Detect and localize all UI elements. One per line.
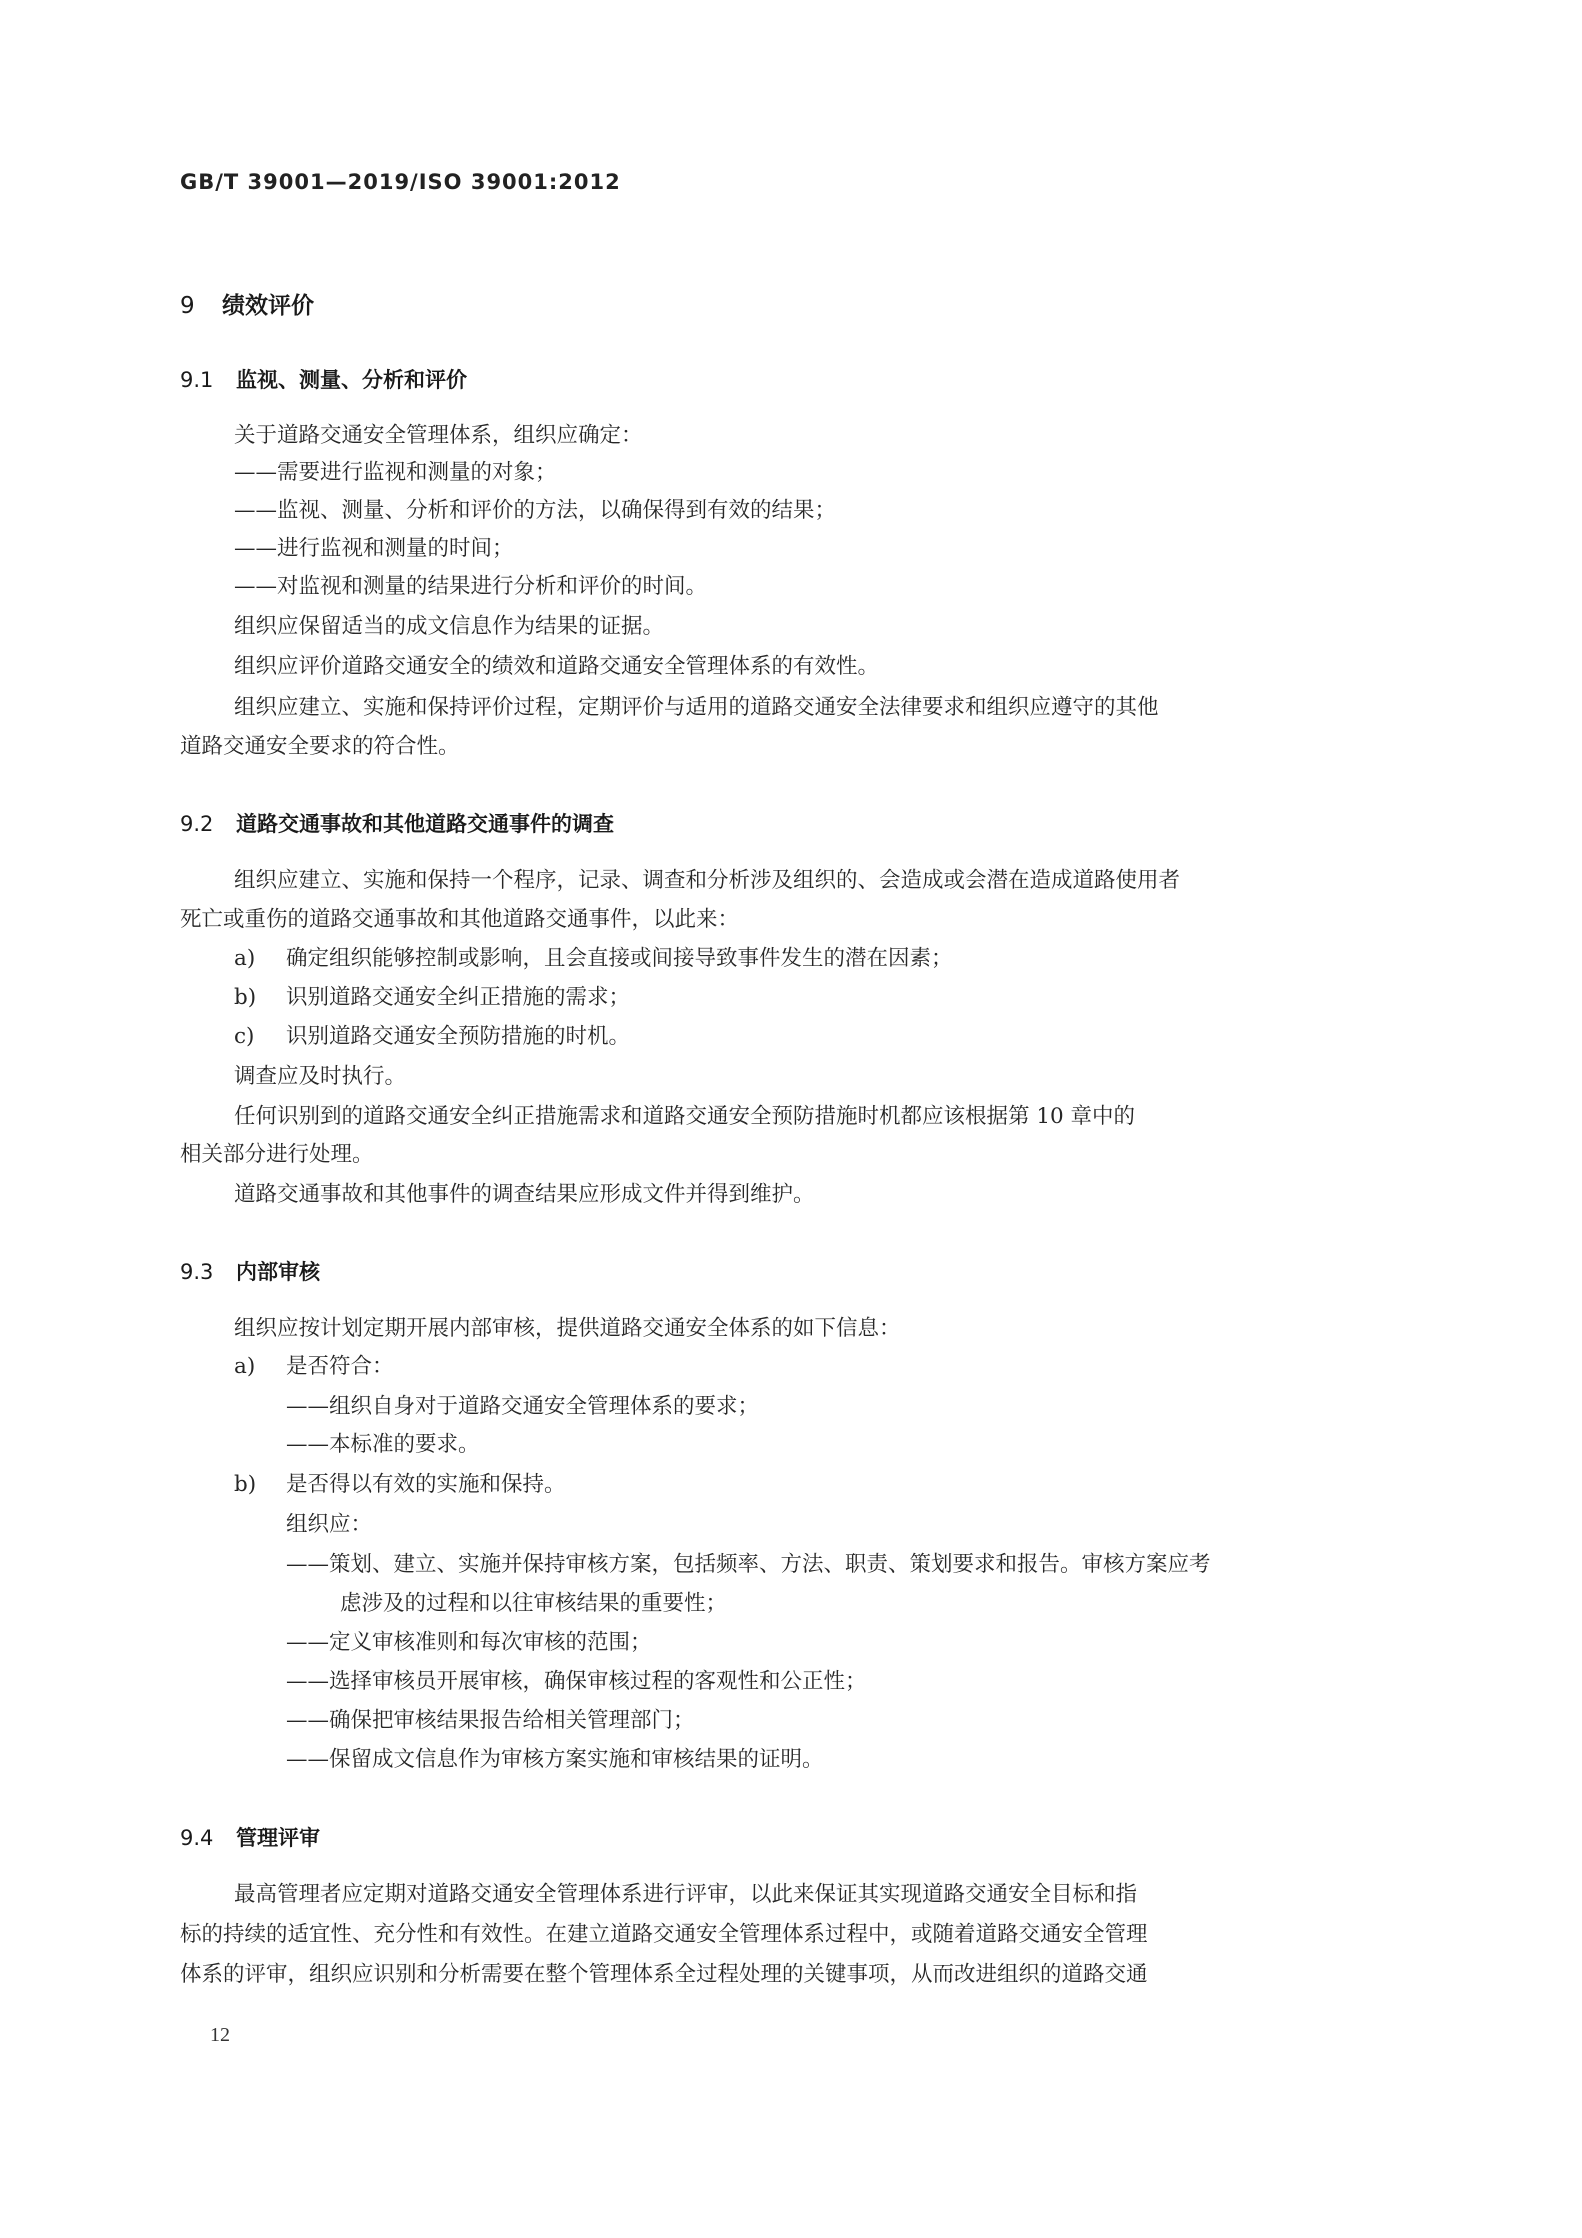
dash-item: ——需要进行监视和测量的对象；	[234, 460, 557, 485]
dash-item: ——确保把审核结果报告给相关管理部门；	[286, 1708, 695, 1733]
list-item	[234, 983, 630, 1013]
paragraph: 组织应：	[286, 1512, 373, 1537]
paragraph-continuation: 体系的评审，组织应识别和分析需要在整个管理体系全过程处理的关键事项，从而改进组织的道路交通	[180, 1962, 1148, 1987]
list-marker: b)	[234, 1472, 257, 1497]
section-title: 道路交通事故和其他道路交通事件的调查	[236, 812, 614, 836]
list-text: 是否符合：	[286, 1354, 394, 1379]
paragraph: 调查应及时执行。	[234, 1064, 407, 1089]
section-number: 9.3	[180, 1260, 214, 1284]
list-item	[234, 1470, 566, 1500]
list-text: 确定组织能够控制或影响，且会直接或间接导致事件发生的潜在因素；	[286, 946, 953, 971]
section-number: 9.1	[180, 368, 214, 392]
dash-item: ——进行监视和测量的时间；	[234, 536, 514, 561]
section-title: 内部审核	[236, 1260, 320, 1284]
list-text: 识别道路交通安全预防措施的时机。	[286, 1024, 631, 1049]
section-title: 监视、测量、分析和评价	[236, 368, 467, 392]
paragraph-continuation: 相关部分进行处理。	[180, 1142, 374, 1167]
list-text: 是否得以有效的实施和保持。	[286, 1472, 566, 1497]
section-9-2-heading	[180, 808, 614, 838]
paragraph-continuation: 标的持续的适宜性、充分性和有效性。在建立道路交通安全管理体系过程中，或随着道路交通安全管理	[180, 1922, 1148, 1947]
section-9-3-heading	[180, 1256, 320, 1286]
section-9-heading	[180, 287, 314, 320]
paragraph: 最高管理者应定期对道路交通安全管理体系进行评审，以此来保证其实现道路交通安全目标和指	[234, 1882, 1138, 1907]
paragraph: 组织应保留适当的成文信息作为结果的证据。	[234, 614, 665, 639]
dash-item: ——监视、测量、分析和评价的方法，以确保得到有效的结果；	[234, 498, 837, 523]
list-marker: a)	[234, 946, 256, 971]
paragraph: 组织应评价道路交通安全的绩效和道路交通安全管理体系的有效性。	[234, 654, 880, 679]
list-item	[234, 944, 953, 974]
dash-item: ——选择审核员开展审核，确保审核过程的客观性和公正性；	[286, 1669, 867, 1694]
list-text: 识别道路交通安全纠正措施的需求；	[286, 985, 631, 1010]
paragraph: 组织应按计划定期开展内部审核，提供道路交通安全体系的如下信息：	[234, 1316, 901, 1341]
paragraph: 道路交通事故和其他事件的调查结果应形成文件并得到维护。	[234, 1182, 815, 1207]
list-item	[234, 1352, 394, 1382]
paragraph: 任何识别到的道路交通安全纠正措施需求和道路交通安全预防措施时机都应该根据第 10 章中的	[234, 1104, 1136, 1129]
dash-item: ——组织自身对于道路交通安全管理体系的要求；	[286, 1394, 760, 1419]
section-title: 绩效评价	[222, 293, 314, 319]
section-number: 9	[180, 293, 195, 319]
dash-item: ——策划、建立、实施并保持审核方案，包括频率、方法、职责、策划要求和报告。审核方案应考	[286, 1552, 1211, 1577]
section-9-4-heading	[180, 1822, 320, 1852]
list-item	[234, 1022, 630, 1052]
page-number: 12	[210, 2024, 230, 2046]
list-marker: b)	[234, 985, 257, 1010]
section-number: 9.2	[180, 812, 214, 836]
dash-item: ——定义审核准则和每次审核的范围；	[286, 1630, 652, 1655]
section-number: 9.4	[180, 1826, 214, 1850]
section-title: 管理评审	[236, 1826, 320, 1850]
dash-item: ——对监视和测量的结果进行分析和评价的时间。	[234, 574, 708, 599]
dash-item: ——本标准的要求。	[286, 1432, 480, 1457]
paragraph-continuation: 死亡或重伤的道路交通事故和其他道路交通事件，以此来：	[180, 907, 740, 932]
section-9-1-heading	[180, 364, 467, 394]
paragraph: 组织应建立、实施和保持一个程序，记录、调查和分析涉及组织的、会造成或会潜在造成道路使用者	[234, 868, 1181, 893]
paragraph: 组织应建立、实施和保持评价过程，定期评价与适用的道路交通安全法律要求和组织应遵守的其他	[234, 695, 1159, 720]
paragraph: 关于道路交通安全管理体系，组织应确定：	[234, 423, 643, 448]
dash-item: ——保留成文信息作为审核方案实施和审核结果的证明。	[286, 1747, 824, 1772]
dash-item-continuation: 虑涉及的过程和以往审核结果的重要性；	[340, 1591, 728, 1616]
list-marker: c)	[234, 1024, 255, 1049]
paragraph-continuation: 道路交通安全要求的符合性。	[180, 734, 460, 759]
list-marker: a)	[234, 1354, 256, 1379]
standard-header: GB/T 39001—2019/ISO 39001:2012	[180, 170, 621, 194]
